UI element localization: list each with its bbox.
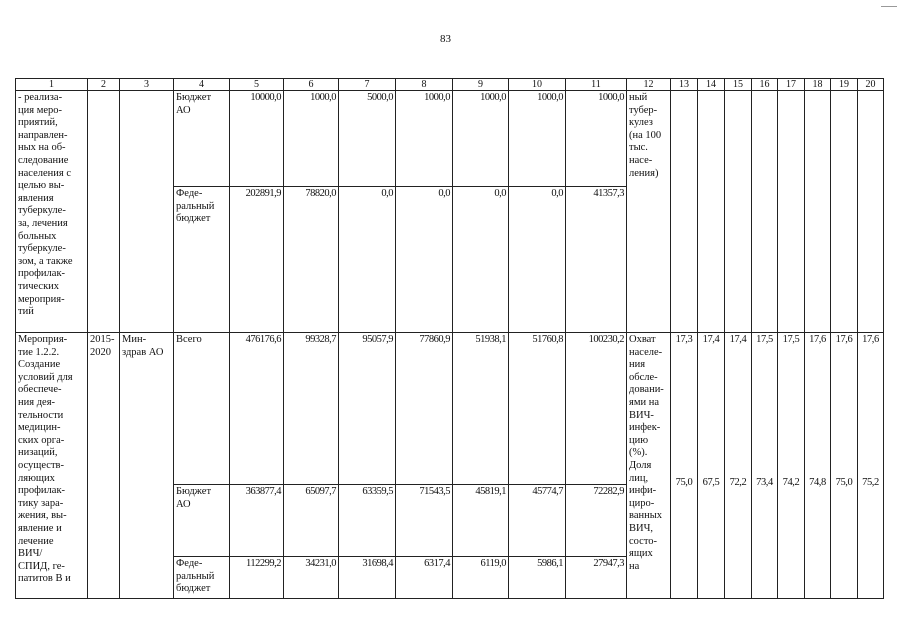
indicator-cell bbox=[671, 91, 698, 333]
value-cell: 1000,0 bbox=[284, 91, 339, 187]
value-cell: 99328,7 bbox=[284, 333, 339, 485]
indicator-cell bbox=[671, 333, 698, 599]
table-row bbox=[16, 91, 884, 187]
indicator-b-value: 75,2 bbox=[862, 476, 879, 488]
value-cell: 5986,1 bbox=[509, 557, 566, 599]
header-cell: 14 bbox=[698, 79, 725, 91]
header-cell: 4 bbox=[174, 79, 230, 91]
indicator-a-value: 17,5 bbox=[756, 334, 773, 345]
value-cell: 51760,8 bbox=[509, 333, 566, 485]
indicator-description: ный тубер- кулез (на 100 тыс. насе- ления) bbox=[627, 91, 671, 333]
header-cell: 13 bbox=[671, 79, 698, 91]
value-cell: 0,0 bbox=[453, 187, 509, 333]
value-cell: 202891,9 bbox=[230, 187, 284, 333]
header-cell: 2 bbox=[88, 79, 120, 91]
value-cell: 6119,0 bbox=[453, 557, 509, 599]
value-cell: 1000,0 bbox=[396, 91, 453, 187]
funding-source: Всего bbox=[174, 333, 230, 485]
value-cell: 51938,1 bbox=[453, 333, 509, 485]
measure-description: Мероприя- тие 1.2.2. Создание условий для обеспече- ния дея- тельности медицин- ских орга- низаций, осуществ- ляющих профилак- тику зара- жения, вы- явление и лечение ВИЧ/ СПИД, ге- патитов В и bbox=[16, 333, 88, 599]
value-cell: 1000,0 bbox=[566, 91, 627, 187]
funding-source: Бюджет АО bbox=[174, 485, 230, 557]
header-cell: 20 bbox=[858, 79, 884, 91]
header-cell: 5 bbox=[230, 79, 284, 91]
header-cell: 16 bbox=[752, 79, 778, 91]
header-cell: 18 bbox=[805, 79, 831, 91]
value-cell: 45774,7 bbox=[509, 485, 566, 557]
indicator-a-value: 17,6 bbox=[862, 334, 879, 345]
value-cell: 77860,9 bbox=[396, 333, 453, 485]
value-cell: 1000,0 bbox=[509, 91, 566, 187]
funding-source: Феде- ральный бюджет bbox=[174, 187, 230, 333]
header-cell: 9 bbox=[453, 79, 509, 91]
value-cell: 78820,0 bbox=[284, 187, 339, 333]
funding-source: Феде- ральный бюджет bbox=[174, 557, 230, 599]
value-cell: 1000,0 bbox=[453, 91, 509, 187]
period-cell: 2015- 2020 bbox=[88, 333, 120, 599]
indicator-b-value: 74,2 bbox=[782, 476, 800, 488]
budget-table bbox=[15, 78, 884, 599]
indicator-cell bbox=[752, 91, 778, 333]
executor-cell: Мин- здрав АО bbox=[120, 333, 174, 599]
scan-mark bbox=[881, 6, 897, 7]
value-cell: 476176,6 bbox=[230, 333, 284, 485]
indicator-cell bbox=[805, 333, 831, 599]
value-cell: 0,0 bbox=[396, 187, 453, 333]
header-cell: 7 bbox=[339, 79, 396, 91]
indicator-cell bbox=[725, 333, 752, 599]
indicator-a-value: 17,5 bbox=[782, 334, 800, 345]
indicator-cell bbox=[831, 91, 858, 333]
header-cell: 12 bbox=[627, 79, 671, 91]
value-cell: 45819,1 bbox=[453, 485, 509, 557]
table-row bbox=[16, 333, 884, 485]
indicator-a-value: 17,4 bbox=[729, 334, 747, 345]
indicator-a-value: 17,6 bbox=[809, 334, 826, 345]
value-cell: 72282,9 bbox=[566, 485, 627, 557]
header-cell: 19 bbox=[831, 79, 858, 91]
indicator-b-value: 67,5 bbox=[702, 476, 720, 488]
indicator-cell bbox=[778, 333, 805, 599]
header-cell: 15 bbox=[725, 79, 752, 91]
indicator-cell bbox=[725, 91, 752, 333]
indicator-cell bbox=[831, 333, 858, 599]
indicator-a-value: 17,3 bbox=[675, 334, 693, 345]
header-cell: 10 bbox=[509, 79, 566, 91]
executor-cell bbox=[120, 91, 174, 333]
value-cell: 100230,2 bbox=[566, 333, 627, 485]
indicator-cell bbox=[778, 91, 805, 333]
measure-description: - реализа- ция меро- приятий, направлен- ных на об- следование населения с целью вы- явления туберкуле- за, лечения больных туберкуле- зом, а также профилак- тических мероприя- тий bbox=[16, 91, 88, 333]
indicator-cell bbox=[752, 333, 778, 599]
header-cell: 17 bbox=[778, 79, 805, 91]
value-cell: 363877,4 bbox=[230, 485, 284, 557]
value-cell: 0,0 bbox=[509, 187, 566, 333]
header-cell: 6 bbox=[284, 79, 339, 91]
indicator-cell bbox=[805, 91, 831, 333]
value-cell: 63359,5 bbox=[339, 485, 396, 557]
value-cell: 112299,2 bbox=[230, 557, 284, 599]
funding-source: Бюджет АО bbox=[174, 91, 230, 187]
indicator-b-value: 72,2 bbox=[729, 476, 747, 488]
indicator-cell bbox=[698, 91, 725, 333]
value-cell: 95057,9 bbox=[339, 333, 396, 485]
period-cell bbox=[88, 91, 120, 333]
value-cell: 34231,0 bbox=[284, 557, 339, 599]
value-cell: 41357,3 bbox=[566, 187, 627, 333]
value-cell: 6317,4 bbox=[396, 557, 453, 599]
header-cell: 11 bbox=[566, 79, 627, 91]
indicator-cell bbox=[698, 333, 725, 599]
indicator-cell bbox=[858, 91, 884, 333]
value-cell: 31698,4 bbox=[339, 557, 396, 599]
value-cell: 65097,7 bbox=[284, 485, 339, 557]
page-number: 83 bbox=[440, 33, 451, 45]
value-cell: 71543,5 bbox=[396, 485, 453, 557]
header-cell: 8 bbox=[396, 79, 453, 91]
header-cell: 3 bbox=[120, 79, 174, 91]
value-cell: 5000,0 bbox=[339, 91, 396, 187]
value-cell: 27947,3 bbox=[566, 557, 627, 599]
header-row bbox=[16, 79, 884, 91]
value-cell: 10000,0 bbox=[230, 91, 284, 187]
indicator-a-value: 17,4 bbox=[702, 334, 720, 345]
indicator-b-value: 75,0 bbox=[675, 476, 693, 488]
indicator-a-value: 17,6 bbox=[835, 334, 853, 345]
indicator-description: Охват населе- ния обсле- довани- ями на ВИЧ- инфек- цию (%). Доля лиц, инфи- циро- ванных ВИЧ, состо- ящих на bbox=[627, 333, 671, 599]
indicator-b-value: 73,4 bbox=[756, 476, 773, 488]
indicator-cell bbox=[858, 333, 884, 599]
indicator-b-value: 74,8 bbox=[809, 476, 826, 488]
value-cell: 0,0 bbox=[339, 187, 396, 333]
header-cell: 1 bbox=[16, 79, 88, 91]
indicator-b-value: 75,0 bbox=[835, 476, 853, 488]
